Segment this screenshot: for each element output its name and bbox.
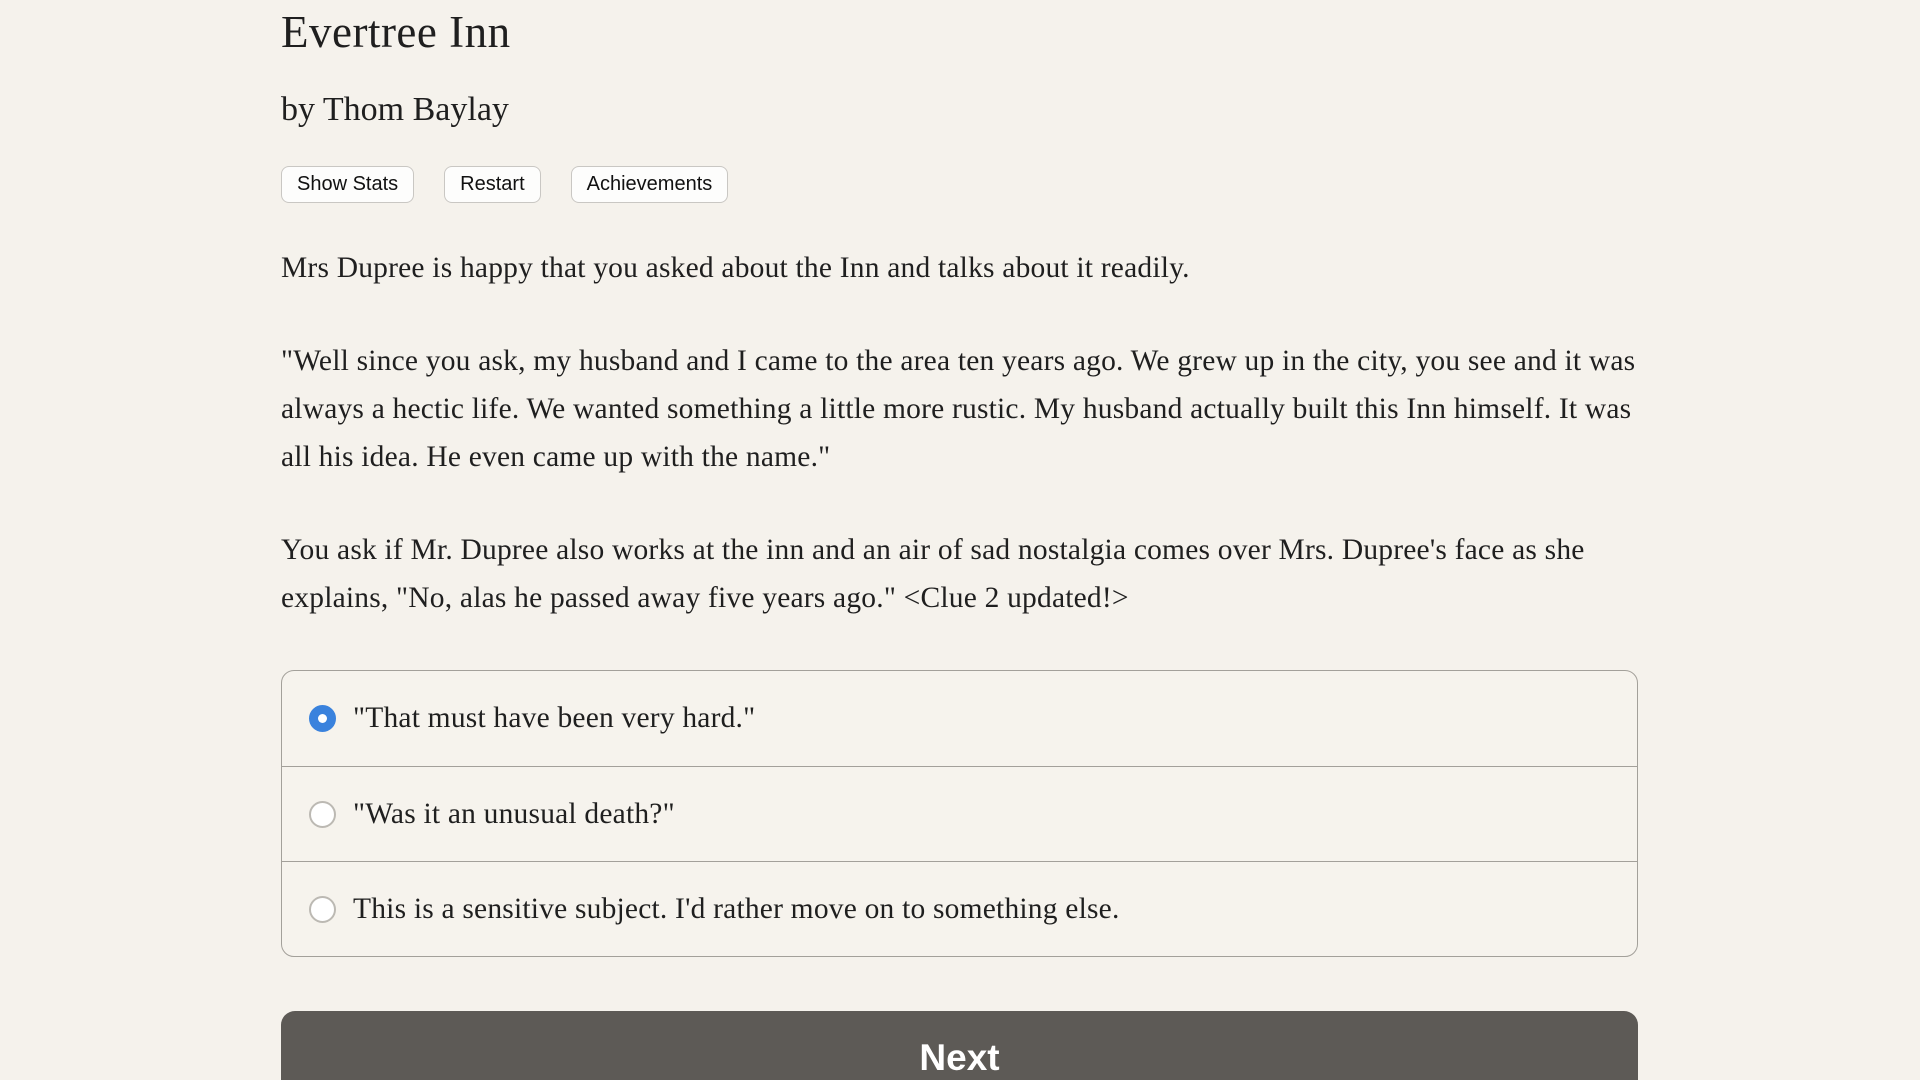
next-button[interactable]	[281, 1011, 1638, 1080]
choice-option-label: "Was it an unusual death?"	[353, 797, 675, 830]
choice-option-1[interactable]	[282, 671, 1637, 766]
choice-group	[281, 670, 1638, 957]
story-paragraph: "Well since you ask, my husband and I came to the area ten years ago. We grew up in the city, you see and it was always a hectic life. We wanted something a little more rustic. My husband actually built this Inn himself. It was all his idea. He even came up with the name."	[281, 345, 1636, 473]
page-title: Evertree Inn	[281, 7, 511, 57]
story-paragraph: You ask if Mr. Dupree also works at the inn and an air of sad nostalgia comes over Mrs. Dupree's face as she explains, "No, alas he passed away five years ago." <Clue 2 updated!>	[281, 534, 1585, 614]
show-stats-button[interactable]: Show Stats	[281, 166, 414, 203]
radio-button-icon[interactable]	[309, 801, 336, 828]
choice-option-label: This is a sensitive subject. I'd rather move on to something else.	[353, 892, 1120, 925]
choice-option-label: "That must have been very hard."	[353, 702, 756, 734]
author-byline: by Thom Baylay	[281, 91, 509, 128]
radio-button-icon[interactable]	[309, 705, 336, 732]
choice-option-2[interactable]	[282, 766, 1637, 861]
story-text	[281, 244, 1638, 622]
radio-button-icon[interactable]	[309, 896, 336, 923]
story-paragraph: Mrs Dupree is happy that you asked about the Inn and talks about it readily.	[281, 252, 1190, 284]
next-button-label: Next	[919, 1036, 1000, 1078]
game-content	[281, 0, 1638, 1080]
choice-option-3[interactable]	[282, 861, 1637, 956]
toolbar	[281, 166, 1638, 203]
achievements-button[interactable]: Achievements	[571, 166, 729, 203]
restart-button[interactable]: Restart	[444, 166, 540, 203]
